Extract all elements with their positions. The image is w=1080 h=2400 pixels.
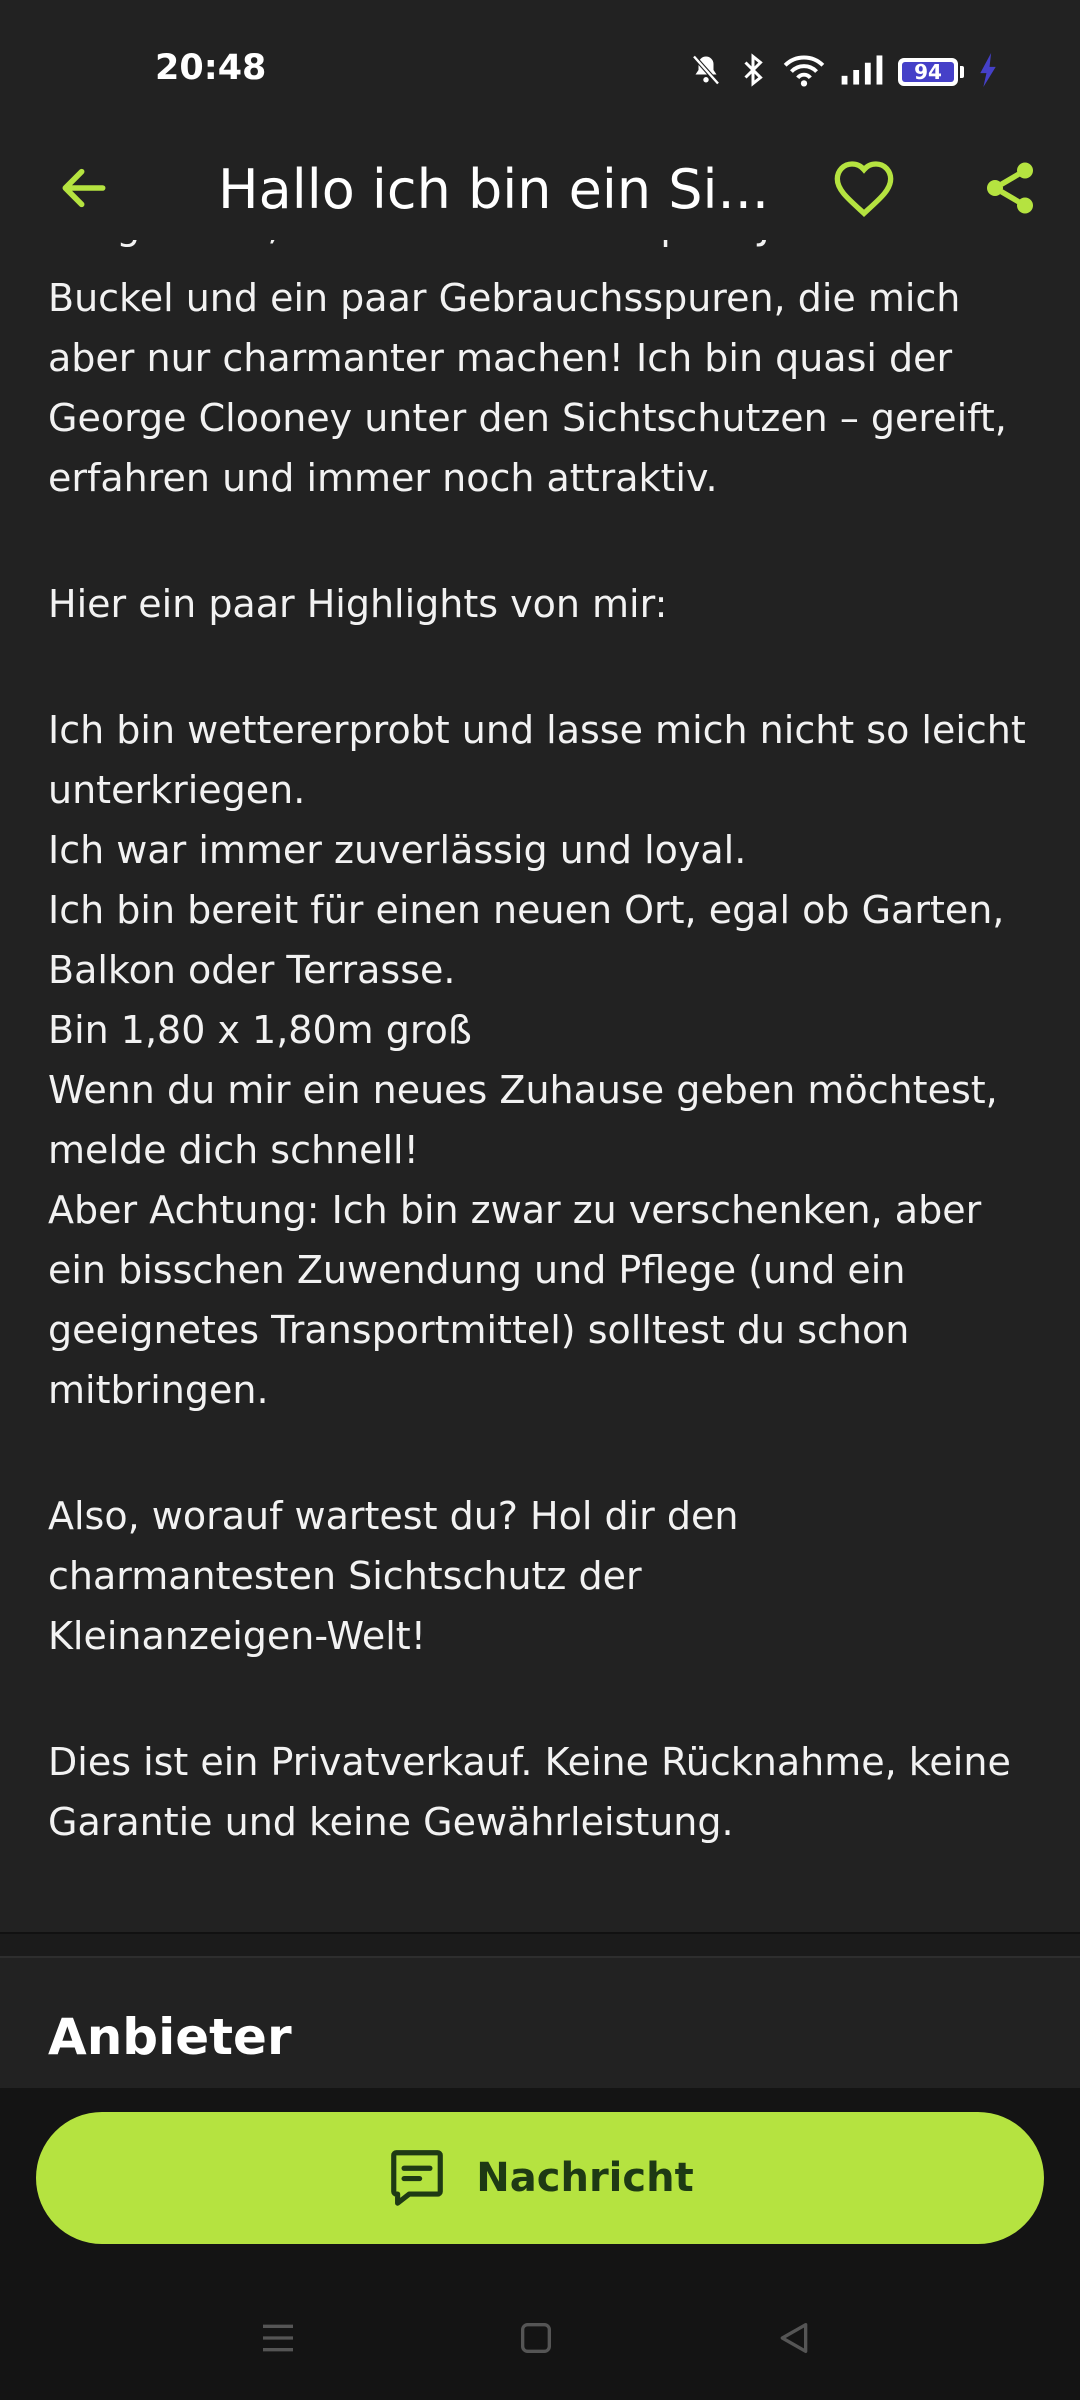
status-icons (688, 50, 998, 94)
text-line: Ich bin wettererprobt und lasse mich nicht so leicht (48, 708, 1026, 752)
wifi-icon (782, 52, 826, 92)
highlights-intro: Hier ein paar Highlights von mir: (48, 582, 668, 626)
share-button[interactable] (968, 148, 1052, 232)
bell-muted-icon (688, 52, 724, 92)
signal-icon (840, 54, 884, 90)
text-line: Aber Achtung: Ich bin zwar zu verschenken, aber (48, 1188, 982, 1232)
nav-home-button[interactable] (506, 2310, 566, 2370)
text-line: charmantesten Sichtschutz der (48, 1554, 642, 1598)
share-icon (980, 158, 1040, 222)
description-text (48, 240, 1038, 1852)
battery-nub (960, 66, 964, 78)
text-line: aber nur charmanter machen! Ich bin quasi der (48, 336, 953, 380)
heart-outline-icon (832, 158, 896, 222)
status-time: 20:48 (155, 48, 267, 88)
text-line: Also, worauf wartest du? Hol dir den (48, 1494, 739, 1538)
description-paragraph (48, 268, 1038, 508)
nav-menu-button[interactable] (248, 2310, 308, 2370)
seller-section-title: Anbieter (48, 2008, 292, 2066)
back-triangle-icon (774, 2318, 814, 2362)
message-button[interactable] (36, 2112, 1044, 2244)
text-line: Dies ist ein Privatverkauf. Keine Rücknahme, keine (48, 1740, 1011, 1784)
text-line: erfahren und immer noch attraktiv. (48, 456, 718, 500)
text-line: Balkon oder Terrasse. (48, 948, 456, 992)
back-button[interactable] (44, 150, 124, 230)
text-line: Kleinanzeigen-Welt! (48, 1614, 426, 1658)
bluetooth-icon (738, 52, 768, 92)
disclaimer-paragraph (48, 1732, 1038, 1852)
text-line: unterkriegen. (48, 768, 306, 812)
section-divider (0, 1932, 1080, 1958)
chat-bubble-icon (386, 2145, 448, 2211)
battery-level: 94 (914, 60, 942, 84)
text-line: geeignetes Transportmittel) solltest du schon (48, 1308, 910, 1352)
battery-icon (898, 58, 958, 86)
text-line: George Clooney unter den Sichtschutzen – gereift, (48, 396, 1007, 440)
text-line: Ich war immer zuverlässig und loyal. (48, 828, 747, 872)
app-header (0, 140, 1080, 240)
closing-paragraph (48, 1486, 1038, 1666)
arrow-left-icon (56, 160, 112, 220)
text-line: Ich bin bereit für einen neuen Ort, egal ob Garten, (48, 888, 1005, 932)
page-title: Hallo ich bin ein Si... (218, 158, 770, 221)
menu-icon (258, 2318, 298, 2362)
text-line: ein bisschen Zuwendung und Pflege (und ein (48, 1248, 906, 1292)
text-line: Buckel und ein paar Gebrauchsspuren, die mich (48, 276, 961, 320)
text-line: melde dich schnell! (48, 1128, 419, 1172)
system-nav-bar (0, 2280, 1080, 2400)
text-line: Bin 1,80 x 1,80m groß (48, 1008, 472, 1052)
message-button-label: Nachricht (476, 2155, 694, 2201)
home-square-icon (516, 2318, 556, 2362)
text-line: mitbringen. (48, 1368, 269, 1412)
text-line: Garantie und keine Gewährleistung. (48, 1800, 734, 1844)
charging-bolt-icon (978, 53, 998, 91)
favorite-button[interactable] (822, 148, 906, 232)
highlights-list (48, 700, 1038, 1420)
text-line: Wenn du mir ein neues Zuhause geben möchtest, (48, 1068, 998, 1112)
nav-back-button[interactable] (764, 2310, 824, 2370)
status-bar (0, 0, 1080, 140)
